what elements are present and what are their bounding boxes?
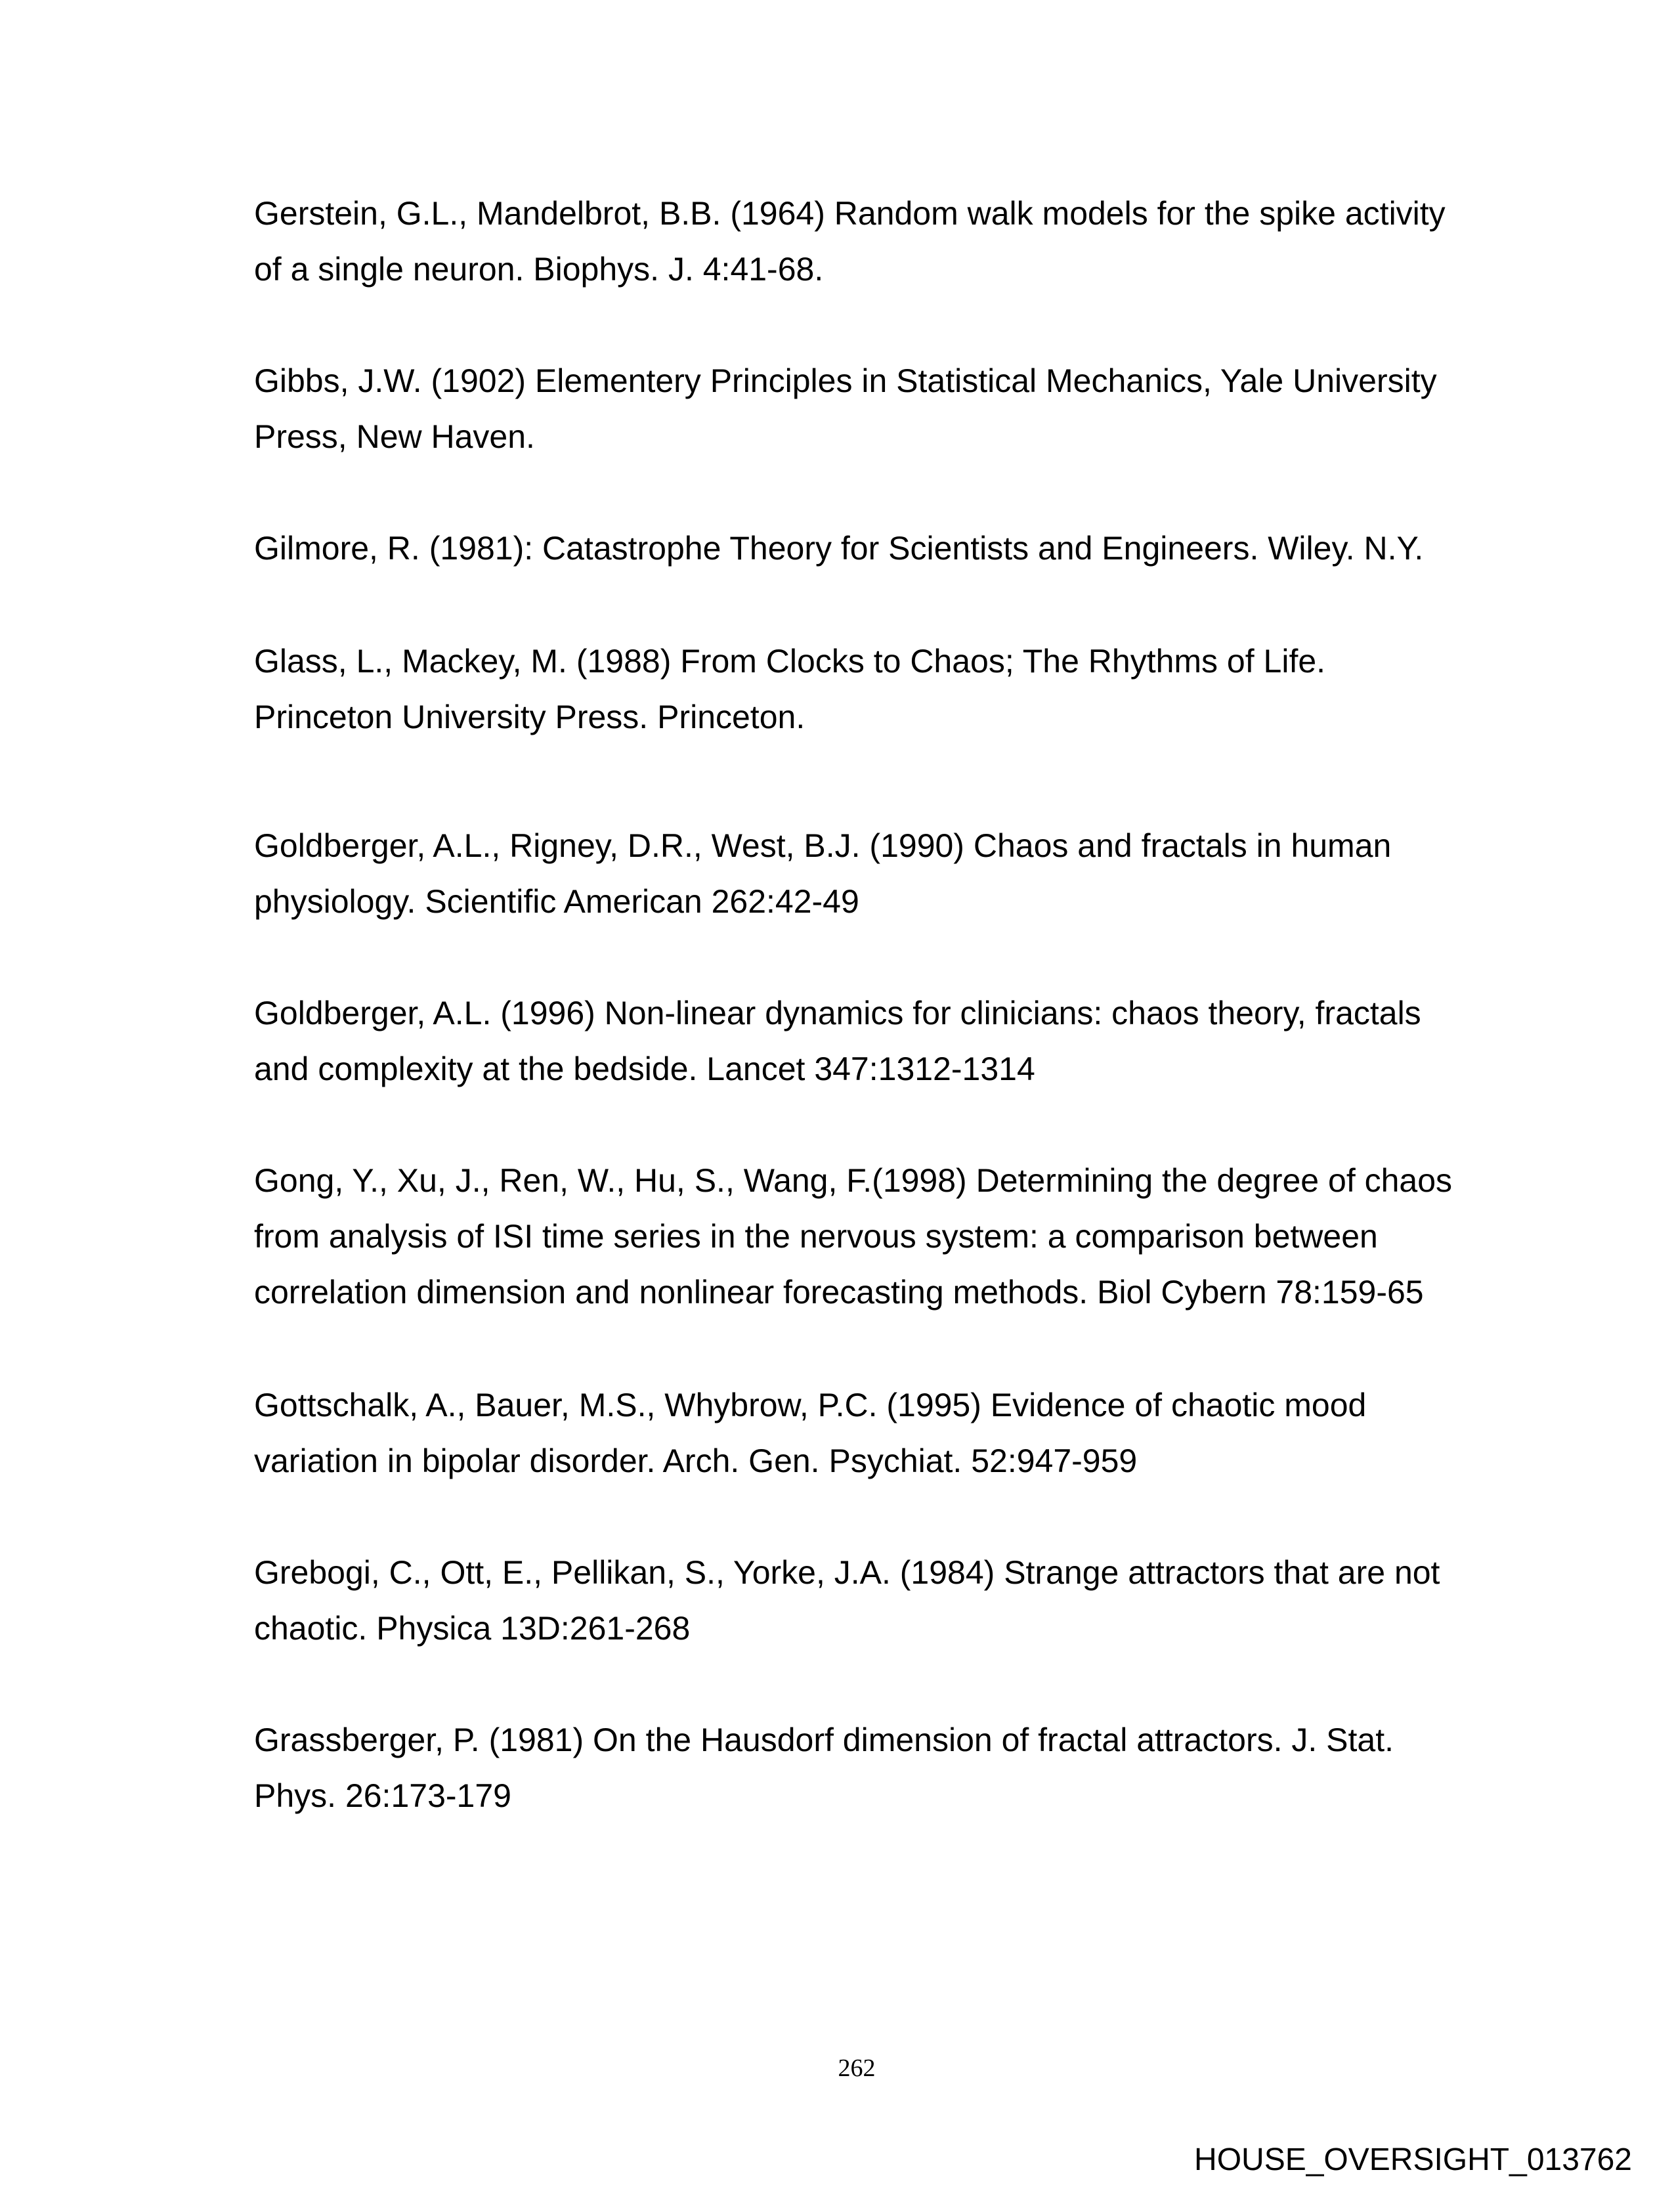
reference-line: Princeton University Press. Princeton.	[254, 699, 805, 735]
reference-entry	[254, 186, 1446, 297]
reference-line: Goldberger, A.L. (1996) Non-linear dynamics for clinicians: chaos theory, fractals	[254, 995, 1421, 1031]
reference-line: Gibbs, J.W. (1902) Elementery Principles in Statistical Mechanics, Yale University	[254, 362, 1437, 399]
reference-entry	[254, 818, 1391, 930]
reference-line: Gilmore, R. (1981): Catastrophe Theory for Scientists and Engineers. Wiley. N.Y.	[254, 530, 1424, 567]
reference-line: chaotic. Physica 13D:261-268	[254, 1610, 691, 1647]
reference-line: of a single neuron. Biophys. J. 4:41-68.	[254, 251, 824, 288]
reference-entry	[254, 1545, 1440, 1657]
reference-entry	[254, 521, 1423, 576]
reference-line: from analysis of ISI time series in the nervous system: a comparison between	[254, 1218, 1378, 1255]
reference-line: Press, New Haven.	[254, 418, 535, 455]
reference-line: and complexity at the bedside. Lancet 347:1312-1314	[254, 1051, 1035, 1087]
reference-entry	[254, 1153, 1452, 1320]
reference-line: Grebogi, C., Ott, E., Pellikan, S., Yorke, J.A. (1984) Strange attractors that are not	[254, 1554, 1440, 1591]
reference-entry	[254, 634, 1325, 745]
reference-line: physiology. Scientific American 262:42-49	[254, 883, 859, 920]
page-number: 262	[838, 2054, 876, 2082]
reference-entry	[254, 353, 1437, 465]
reference-line: Gerstein, G.L., Mandelbrot, B.B. (1964) Random walk models for the spike activity	[254, 195, 1446, 232]
reference-entry	[254, 1377, 1366, 1489]
reference-line: Grassberger, P. (1981) On the Hausdorf dimension of fractal attractors. J. Stat.	[254, 1722, 1394, 1758]
reference-line: Gong, Y., Xu, J., Ren, W., Hu, S., Wang, F.(1998) Determining the degree of chaos	[254, 1162, 1453, 1199]
bates-stamp: HOUSE_OVERSIGHT_013762	[1194, 2142, 1632, 2177]
reference-entry	[254, 1712, 1394, 1824]
reference-line: Gottschalk, A., Bauer, M.S., Whybrow, P.C. (1995) Evidence of chaotic mood	[254, 1387, 1367, 1423]
reference-line: Glass, L., Mackey, M. (1988) From Clocks to Chaos; The Rhythms of Life.	[254, 643, 1326, 680]
reference-entry	[254, 986, 1421, 1097]
reference-line: Phys. 26:173-179	[254, 1777, 511, 1814]
reference-line: variation in bipolar disorder. Arch. Gen. Psychiat. 52:947-959	[254, 1442, 1138, 1479]
reference-line: Goldberger, A.L., Rigney, D.R., West, B.J. (1990) Chaos and fractals in human	[254, 827, 1392, 864]
reference-line: correlation dimension and nonlinear forecasting methods. Biol Cybern 78:159-65	[254, 1274, 1424, 1311]
